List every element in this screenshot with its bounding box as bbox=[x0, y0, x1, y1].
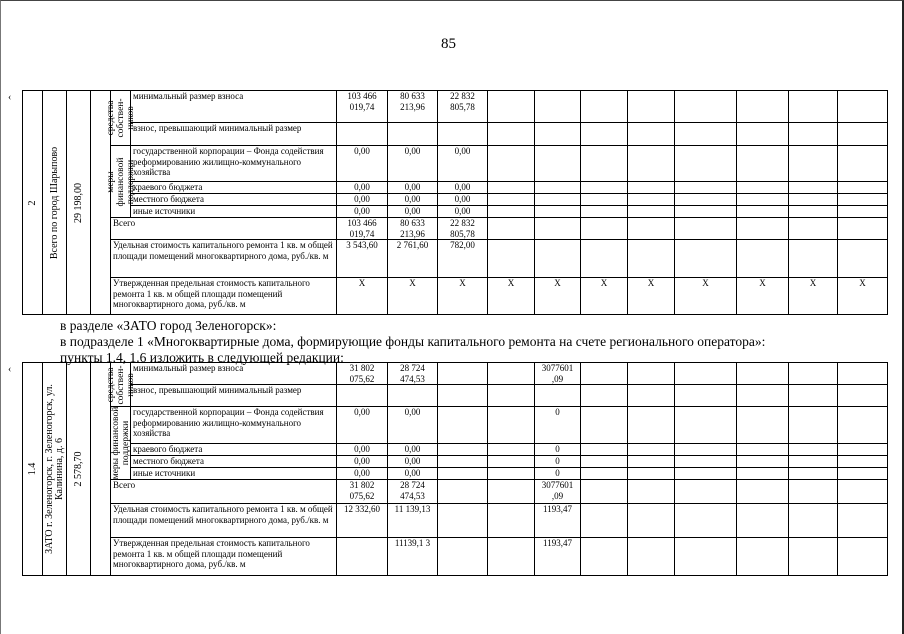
value-cell: 3077601 ,09 bbox=[535, 363, 581, 385]
object-name-cell bbox=[43, 91, 67, 315]
row-label: Удельная стоимость капитального ремонта 1 кв. м общей площади помещений многоквартирного дома, руб./кв. м bbox=[111, 240, 337, 278]
value-cell: 0,00 bbox=[337, 182, 388, 194]
value-cell: 0,00 bbox=[388, 468, 438, 480]
value-cell: 28 724 474,53 bbox=[388, 363, 438, 385]
row-label: минимальный размер взноса bbox=[131, 363, 337, 385]
value-cell: 0,00 bbox=[438, 182, 488, 194]
area-cell bbox=[67, 91, 91, 315]
value-cell: 80 633 213,96 bbox=[388, 91, 438, 123]
value-cell: 22 832 805,78 bbox=[438, 91, 488, 123]
value-cell: 0,00 bbox=[388, 206, 438, 218]
edge-mark: ‹ bbox=[8, 364, 12, 375]
value-cell: 0,00 bbox=[388, 182, 438, 194]
value-cell: 3 543,60 bbox=[337, 240, 388, 278]
support-label: меры финансовой поддержки bbox=[110, 406, 131, 480]
x-cell: X bbox=[488, 278, 535, 315]
x-cell: X bbox=[535, 278, 581, 315]
support-group bbox=[105, 146, 136, 218]
area-value: 2 578,70 bbox=[72, 451, 84, 487]
value-cell: 22 832 805,78 bbox=[438, 218, 488, 240]
row-label: минимальный размер взноса bbox=[131, 91, 337, 123]
row-label: иные источники bbox=[131, 206, 337, 218]
row-label: краевого бюджета bbox=[131, 444, 337, 456]
x-cell: X bbox=[438, 278, 488, 315]
support-group bbox=[111, 407, 131, 480]
value-cell: 0,00 bbox=[388, 146, 438, 182]
x-cell: X bbox=[789, 278, 838, 315]
value-cell: 11139,1 3 bbox=[388, 538, 438, 576]
table-zelenogorsk bbox=[22, 362, 888, 576]
value-cell: 31 802 075,62 bbox=[337, 363, 388, 385]
row-label: государственной корпорации – Фонда содействия реформированию жилищно-коммунального хозяйства bbox=[131, 146, 337, 182]
x-cell: X bbox=[581, 278, 628, 315]
paragraph-subsection: в подразделе 1 «Многоквартирные дома, формирующие фонды капитального ремонта на счете регионального оператора»: bbox=[60, 334, 766, 349]
area-cell bbox=[67, 363, 91, 576]
row-label: Всего bbox=[111, 218, 337, 240]
area-value: 29 198,00 bbox=[72, 182, 84, 223]
row-label: Удельная стоимость капитального ремонта 1 кв. м общей площади помещений многоквартирного дома, руб./кв. м bbox=[111, 504, 337, 538]
x-cell: X bbox=[737, 278, 789, 315]
value-cell: 1193,47 bbox=[535, 504, 581, 538]
row-label: краевого бюджета bbox=[131, 182, 337, 194]
x-cell: X bbox=[388, 278, 438, 315]
value-cell: 12 332,60 bbox=[337, 504, 388, 538]
support-label: меры финансовой поддержки bbox=[105, 157, 136, 206]
owner-funds-label: средства собствен-ников bbox=[105, 98, 136, 138]
table-sharypovo bbox=[22, 90, 888, 315]
value-cell: 31 802 075,62 bbox=[337, 480, 388, 504]
row-label: местного бюджета bbox=[131, 456, 337, 468]
paragraph-section: в разделе «ЗАТО город Зеленогорск»: bbox=[60, 318, 277, 333]
row-number-cell bbox=[23, 363, 43, 576]
row-label: иные источники bbox=[131, 468, 337, 480]
row-number-cell bbox=[23, 91, 43, 315]
value-cell: 0,00 bbox=[337, 407, 388, 444]
object-name-cell bbox=[43, 363, 67, 576]
x-cell: X bbox=[337, 278, 388, 315]
value-cell: 0,00 bbox=[388, 407, 438, 444]
value-cell: 0 bbox=[535, 444, 581, 456]
x-cell: X bbox=[675, 278, 737, 315]
row-number: 1.4 bbox=[26, 462, 38, 476]
row-label: взнос, превышающий минимальный размер bbox=[131, 385, 337, 407]
edge-mark: ‹ bbox=[8, 92, 12, 103]
value-cell: 0,00 bbox=[438, 194, 488, 206]
value-cell: 0,00 bbox=[337, 206, 388, 218]
value-cell: 0,00 bbox=[337, 456, 388, 468]
owner-funds-group bbox=[105, 91, 136, 146]
row-number: 2 bbox=[26, 200, 38, 205]
row-label: местного бюджета bbox=[131, 194, 337, 206]
owner-funds-group bbox=[105, 363, 136, 407]
value-cell: 28 724 474,53 bbox=[388, 480, 438, 504]
value-cell: 0 bbox=[535, 456, 581, 468]
row-label: Всего bbox=[111, 480, 337, 504]
value-cell: 1193,47 bbox=[535, 538, 581, 576]
value-cell: 3077601 ,09 bbox=[535, 480, 581, 504]
row-label: государственной корпорации – Фонда содействия реформированию жилищно-коммунального хозяйства bbox=[131, 407, 337, 444]
row-label: взнос, превышающий минимальный размер bbox=[131, 123, 337, 146]
value-cell: 0,00 bbox=[438, 206, 488, 218]
value-cell: 80 633 213,96 bbox=[388, 218, 438, 240]
value-cell: 2 761,60 bbox=[388, 240, 438, 278]
value-cell: 0,00 bbox=[388, 456, 438, 468]
x-cell: X bbox=[838, 278, 888, 315]
value-cell: 0,00 bbox=[388, 194, 438, 206]
value-cell: 0,00 bbox=[388, 444, 438, 456]
row-label: Утвержденная предельная стоимость капитального ремонта 1 кв. м общей площади помещений многоквартирного дома, руб./кв. м bbox=[111, 278, 337, 315]
value-cell: 103 466 019,74 bbox=[337, 91, 388, 123]
object-name: ЗАТО г. Зеленогорск, г. Зеленогорск, ул. Калинина, д. 6 bbox=[43, 384, 65, 554]
object-name: Всего по город Шарыпово bbox=[48, 146, 60, 259]
owner-funds-label: средства собствен-ников bbox=[105, 364, 136, 405]
value-cell: 0,00 bbox=[337, 468, 388, 480]
value-cell: 0,00 bbox=[438, 146, 488, 182]
value-cell: 11 139,13 bbox=[388, 504, 438, 538]
value-cell: 0 bbox=[535, 407, 581, 444]
paragraph-items: пункты 1.4, 1.6 изложить в следующей редакции: bbox=[60, 350, 344, 365]
value-cell: 0,00 bbox=[337, 194, 388, 206]
value-cell: 0 bbox=[535, 468, 581, 480]
value-cell: 0,00 bbox=[337, 444, 388, 456]
value-cell: 103 466 019,74 bbox=[337, 218, 388, 240]
row-label: Утвержденная предельная стоимость капитального ремонта 1 кв. м общей площади помещений многоквартирного дома, руб./кв. м bbox=[111, 538, 337, 576]
value-cell: 782,00 bbox=[438, 240, 488, 278]
page-number: 85 bbox=[441, 36, 456, 52]
x-cell: X bbox=[628, 278, 675, 315]
value-cell: 0,00 bbox=[337, 146, 388, 182]
